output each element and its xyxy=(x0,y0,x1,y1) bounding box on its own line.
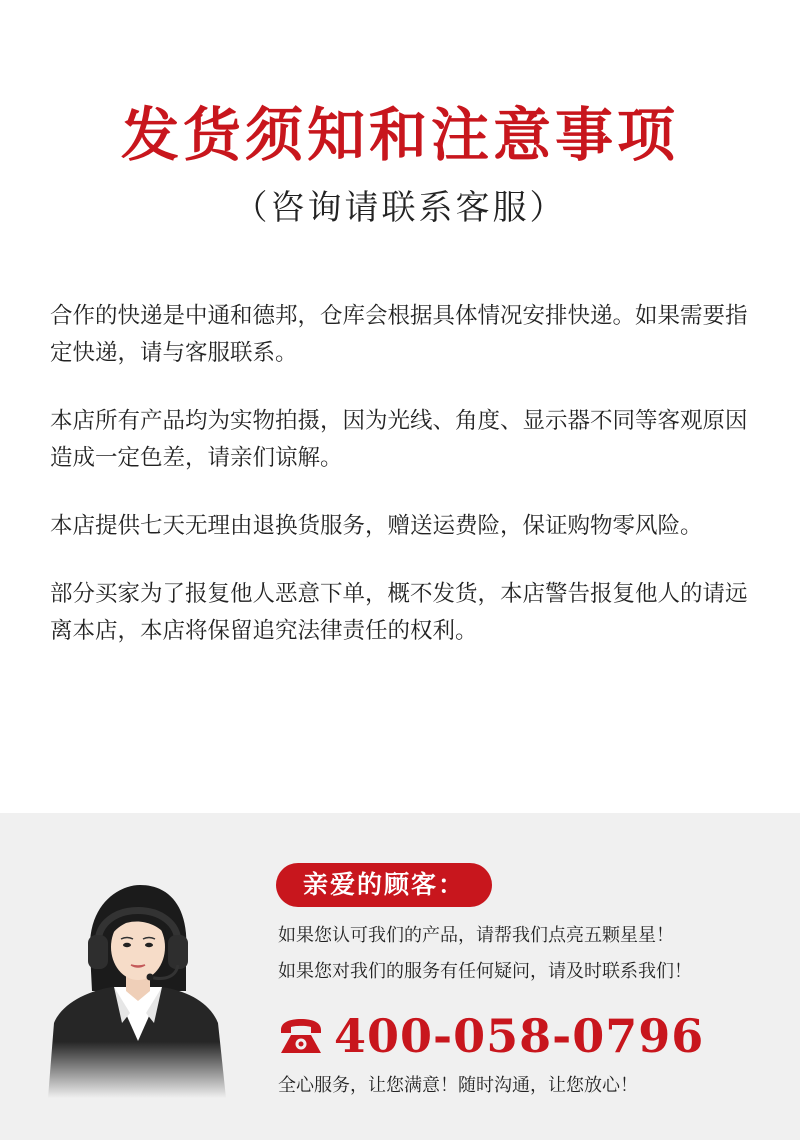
hotline xyxy=(278,1008,704,1064)
customer-service-panel xyxy=(0,813,800,1140)
notice-paragraph-color-difference: 本店所有产品均为实物拍摄，因为光线、角度、显示器不同等客观原因造成一定色差，请亲们谅解。 xyxy=(50,408,748,471)
notice-paragraph-returns: 本店提供七天无理由退换货服务，赠送运费险，保证购物零风险。 xyxy=(50,513,703,539)
contact-request-text: 如果您对我们的服务有任何疑问，请及时联系我们！ xyxy=(278,961,692,982)
page-subtitle: （咨询请联系客服） xyxy=(233,188,567,228)
rating-request-text: 如果您认可我们的产品，请帮我们点亮五颗星星！ xyxy=(278,925,674,946)
customer-service-agent-avatar xyxy=(40,873,230,1098)
notice-paragraph-shipping: 合作的快递是中通和德邦，仓库会根据具体情况安排快递。如果需要指定快递，请与客服联系。 xyxy=(50,303,748,366)
notice-paragraph-warning: 部分买家为了报复他人恶意下单，概不发货，本店警告报复他人的请远离本店，本店将保留追究法律责任的权利。 xyxy=(50,581,748,644)
page-title: 发货须知和注意事项 xyxy=(120,101,679,169)
greeting-badge: 亲爱的顾客： xyxy=(276,863,492,907)
service-slogan: 全心服务，让您满意！随时沟通，让您放心！ xyxy=(278,1075,638,1096)
notice-list xyxy=(50,298,760,681)
hotline-number[interactable]: 400-058-0796 xyxy=(334,1009,705,1063)
telephone-icon xyxy=(278,1016,324,1056)
